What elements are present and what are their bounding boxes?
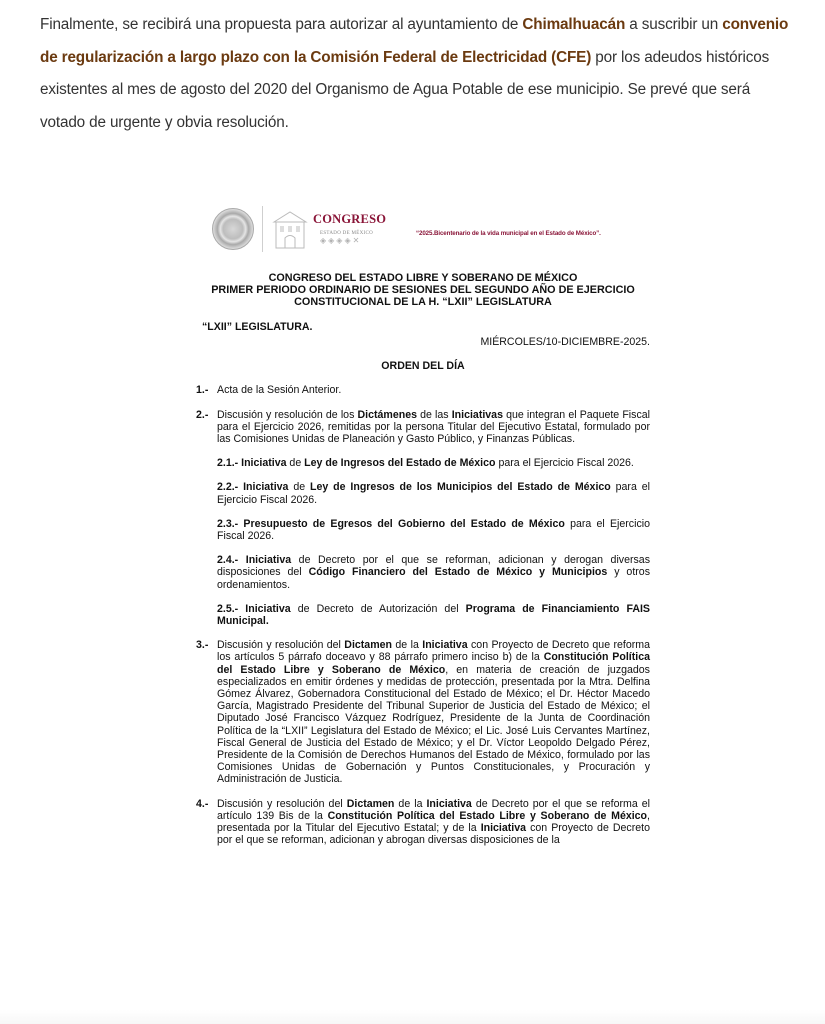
highlight-convenio: convenio de regularización a largo plazo con la Comisión Federal de Electricidad (CFE) xyxy=(40,16,789,66)
bold-text: Código Financiero del Estado de México y Municipios xyxy=(308,566,608,579)
bold-text: 2.4.- Iniciativa xyxy=(217,554,292,567)
item-text: que integran el Paquete Fiscal para el Ejercicio 2026, remitidas por la persona Titular del Ejecutivo Estatal, formulado por las Comisiones Unidas de Planeación y Gasto Público, y Finanzas Públicas. xyxy=(217,408,650,445)
item-text: y otros ordenamientos. xyxy=(217,566,650,591)
agenda-subitem-2-3 xyxy=(196,518,650,542)
bold-text: Iniciativa xyxy=(422,639,468,652)
agenda-item-1 xyxy=(196,384,650,396)
bold-text: 2.5.- Iniciativa xyxy=(217,602,291,615)
congreso-logo-text: CONGRESO xyxy=(313,212,387,226)
bold-text: Iniciativa xyxy=(426,797,472,810)
orden-del-dia-heading: ORDEN DEL DÍA xyxy=(381,360,465,373)
bold-text: Constitución Política del Estado Libre y Soberano de México xyxy=(217,651,650,676)
document-title xyxy=(196,273,650,309)
bold-text: Dictámenes xyxy=(357,408,417,421)
item-number: 3.- xyxy=(196,639,209,652)
item-text: , presentada por la Titular del Ejecutivo Estatal; y de la xyxy=(217,809,650,835)
item-number: 4.- xyxy=(196,797,209,810)
title-line: CONGRESO DEL ESTADO LIBRE Y SOBERANO DE MÉXICO xyxy=(268,272,578,284)
agenda-subitem-2-2 xyxy=(196,481,650,505)
item-text: de la xyxy=(394,797,427,810)
document-header xyxy=(196,200,650,260)
item-text: de Decreto por el que se reforma el artículo 139 Bis de la xyxy=(217,797,650,822)
bold-text: 2.1.- Iniciativa xyxy=(217,457,287,470)
item-text: de Decreto por el que se reforman, adicionan y derogan diversas disposiciones del xyxy=(217,554,650,579)
article-paragraph xyxy=(40,9,790,139)
item-text: con Proyecto de Decreto por el que se reforman, adicionan y abrogan diversas disposiciones de la xyxy=(217,822,650,847)
item-text: Acta de la Sesión Anterior. xyxy=(217,384,342,397)
item-text: de la xyxy=(391,639,423,652)
bold-text: 2.2.- Iniciativa xyxy=(217,481,289,494)
item-text: para el Ejercicio Fiscal 2026. xyxy=(495,457,634,470)
item-text: de Decreto de Autorización del xyxy=(290,602,466,615)
bold-text: Ley de Ingresos de los Municipios del Estado de México xyxy=(310,481,611,494)
header-divider xyxy=(262,206,263,252)
agenda-item-2 xyxy=(196,409,650,446)
coat-of-arms-seal-icon xyxy=(212,208,254,250)
paragraph-text: Finalmente, se recibirá una propuesta para autorizar al ayuntamiento de xyxy=(40,16,523,33)
bold-text: Constitución Política del Estado Libre y Soberano de México xyxy=(327,809,648,822)
agenda-subitem-2-5 xyxy=(196,603,650,627)
bold-text: Programa de Financiamiento FAIS Municipal. xyxy=(217,602,650,627)
item-text: para el Ejercicio Fiscal 2026. xyxy=(217,517,650,542)
item-text: de las xyxy=(417,408,452,421)
item-number: 1.- xyxy=(196,384,209,397)
paragraph-text: a suscribir un xyxy=(625,16,723,33)
item-text: de xyxy=(288,481,311,494)
bold-text: Iniciativa xyxy=(480,822,527,835)
item-text: , en materia de creación de juzgados especializados en emitir órdenes y medidas de protección, presentada por la Mtra. Delfina Gómez Álvarez, Gobernadora Constitucional del Estado de México; el Dr. Héctor Macedo García, Magistrado Presidente del Tribunal Superior de Justicia del Estado de México; el Diputado José Francisco Vázquez Rodríguez, Presidente de la Junta de Coordinación Política de la “LXII” Legislatura del Estado de México; el Lic. José Luis Cervantes Martínez, Fiscal General de Justicia del Estado de México; y el Dr. Víctor Leopoldo Delgado Pérez, Presidente de la Comisión de Derechos Humanos del Estado de México, formulado por las Comisiones Unidas de Gobernación y Puntos Constitucionales, y Procuración y Administración de Justicia. xyxy=(217,663,650,786)
paragraph-text: por los adeudos históricos existentes al mes de agosto del 2020 del Organismo de Agua Potable de ese municipio. Se prevé que será votado de urgente y obvia resolución. xyxy=(40,48,770,131)
item-text: Discusión y resolución del xyxy=(217,797,347,810)
bottom-fade xyxy=(0,1010,825,1024)
item-text: de xyxy=(286,457,305,470)
session-date: MIÉRCOLES/10-DICIEMBRE-2025. xyxy=(480,335,650,348)
title-line: CONSTITUCIONAL DE LA H. “LXII” LEGISLATURA xyxy=(294,295,552,308)
bold-text: 2.3.- Presupuesto de Egresos del Gobierno del Estado de México xyxy=(217,517,565,530)
item-text: para el Ejercicio Fiscal 2026. xyxy=(217,481,650,506)
estado-de-mexico-text: ESTADO DE MÉXICO xyxy=(320,231,374,236)
legislatura-label: “LXII” LEGISLATURA. xyxy=(202,320,313,333)
bold-text: Iniciativas xyxy=(451,408,503,421)
item-text: Discusión y resolución del xyxy=(217,639,345,652)
item-text: Discusión y resolución de los xyxy=(217,408,358,421)
bicentenario-motto: “2025.Bicentenario de la vida municipal en el Estado de México”. xyxy=(416,230,601,237)
congress-building-icon xyxy=(270,208,310,250)
agenda-subitem-2-4 xyxy=(196,554,650,591)
title-line: PRIMER PERIODO ORDINARIO DE SESIONES DEL SEGUNDO AÑO DE EJERCICIO xyxy=(211,283,635,296)
item-number: 2.- xyxy=(196,408,209,421)
bold-text: Ley de Ingresos del Estado de México xyxy=(304,457,496,470)
agenda-item-3 xyxy=(196,639,650,785)
logo-symbols-icon: ◈◈◈◈✕ xyxy=(320,236,362,245)
agenda-subitem-2-1 xyxy=(196,457,650,469)
bold-text: Dictamen xyxy=(344,639,392,652)
highlight-chimalhuacan: Chimalhuacán xyxy=(522,16,626,33)
orden-del-dia-document-image xyxy=(196,200,650,846)
item-text: con Proyecto de Decreto que reforma los artículos 5 párrafo doceavo y 88 párrafo primero inciso b) de la xyxy=(217,639,650,664)
bold-text: Dictamen xyxy=(346,797,395,810)
agenda-item-4 xyxy=(196,798,650,847)
